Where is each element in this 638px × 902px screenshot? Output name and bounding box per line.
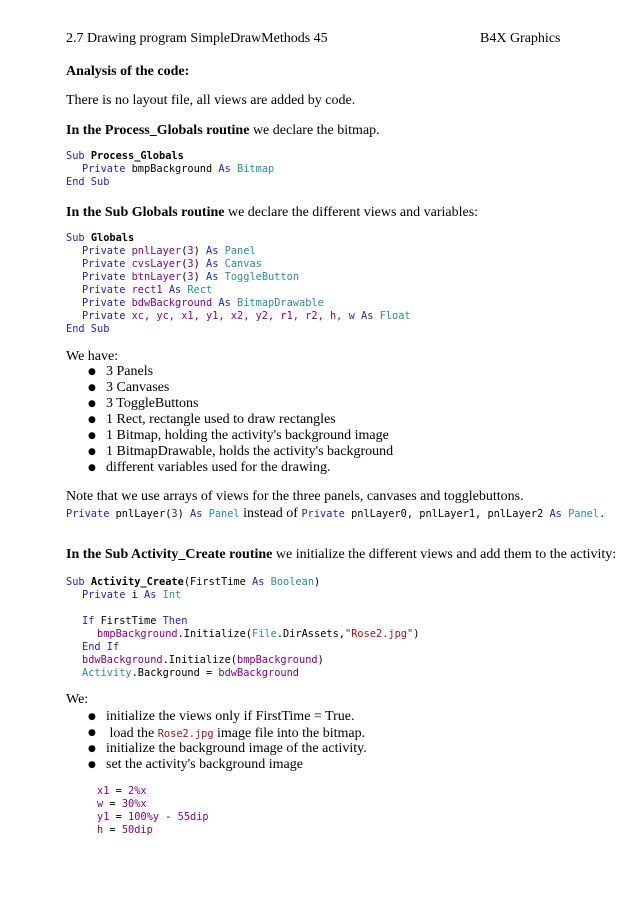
globals-rest: we declare the different views and variables: — [224, 205, 479, 220]
bullet-icon: ● — [88, 712, 96, 722]
code-keyword: As — [206, 258, 219, 270]
activity-create-bold: In the Sub Activity_Create routine — [66, 547, 273, 562]
code-number: 3 — [187, 271, 194, 283]
no-layout-text: There is no layout file, all views are added by code. — [66, 93, 356, 108]
code-variable: cvsLayer — [131, 258, 182, 270]
code-end-if: End If — [82, 641, 120, 653]
code-type: Boolean — [270, 576, 315, 588]
code-line — [97, 628, 419, 640]
code-paren: ) — [317, 654, 324, 666]
code-variable: pnlLayer — [131, 245, 182, 257]
list-item: 1 BitmapDrawable, holds the activity's background — [106, 444, 394, 459]
code-line — [82, 667, 299, 679]
code-sub-name: Activity_Create — [90, 576, 184, 588]
code-variable: bmpBackground — [237, 654, 318, 666]
code-method: .Initialize( — [162, 654, 237, 666]
code-operator: = — [103, 798, 122, 810]
activity-create-paragraph — [66, 547, 616, 563]
arrays-note: Note that we use arrays of views for the three panels, canvases and togglebuttons. — [66, 489, 524, 504]
code-variable: bdwBackground — [82, 654, 163, 666]
header-right: B4X Graphics — [480, 31, 561, 46]
code-paren: ) — [193, 271, 200, 283]
code-number: 3 — [171, 508, 178, 520]
code-operator: = — [103, 824, 122, 836]
code-line — [82, 284, 212, 296]
code-keyword: Private — [301, 508, 345, 520]
code-line — [82, 163, 274, 175]
code-type: BitmapDrawable — [237, 297, 324, 309]
code-keyword: Private — [66, 508, 110, 520]
code-value: 30%x — [121, 798, 147, 810]
list-item: initialize the views only if FirstTime = True. — [106, 709, 355, 724]
code-keyword: As — [252, 576, 265, 588]
code-keyword: As — [168, 284, 182, 296]
header-left: 2.7 Drawing program SimpleDrawMethods 45 — [66, 31, 328, 46]
code-value: 2%x — [128, 785, 147, 797]
code-type: Activity — [82, 667, 132, 679]
list-item: 3 Canvases — [106, 380, 170, 395]
code-line — [82, 615, 187, 627]
code-line — [82, 654, 324, 666]
code-keyword: Sub — [66, 150, 85, 162]
code-line — [66, 150, 184, 162]
code-string: "Rose2.jpg" — [345, 628, 414, 640]
code-line — [82, 258, 262, 270]
bullet-icon: ● — [88, 367, 96, 377]
bullet-icon: ● — [88, 399, 96, 409]
code-paren: ) — [193, 245, 200, 257]
code-keyword: Sub — [66, 232, 85, 244]
code-keyword: As — [206, 271, 219, 283]
code-variable: bmpBackground — [97, 628, 178, 640]
code-line — [97, 798, 147, 810]
code-variable: pnlLayer( — [115, 508, 172, 520]
process-globals-bold: In the Process_Globals routine — [66, 123, 250, 138]
code-string: Rose2.jpg — [157, 728, 214, 740]
code-sub-name: Globals — [90, 232, 135, 244]
code-paren: ( — [181, 258, 188, 270]
code-type: Rect — [187, 284, 213, 296]
code-line — [97, 785, 147, 797]
code-keyword: Private — [82, 589, 126, 601]
code-paren: ) — [193, 258, 200, 270]
code-variable: x1 — [97, 785, 110, 797]
code-operator: = — [109, 785, 129, 797]
bullet-icon: ● — [88, 415, 96, 425]
list-item-text: image file into the bitmap. — [213, 726, 366, 741]
globals-paragraph — [66, 205, 478, 221]
list-item: 1 Bitmap, holding the activity's background image — [106, 428, 389, 443]
code-variable: h — [97, 824, 104, 836]
code-member: .DirAssets, — [276, 628, 346, 640]
code-value: 100%y — [128, 811, 160, 823]
code-type: ToggleButton — [224, 271, 300, 283]
list-item-text: load the — [106, 726, 158, 741]
code-operator: = — [109, 811, 129, 823]
process-globals-paragraph — [66, 123, 380, 139]
code-type: File — [252, 628, 277, 640]
code-number: 3 — [187, 245, 194, 257]
code-dot: . — [599, 508, 606, 520]
code-variable: y1 — [97, 811, 110, 823]
code-paren: ) — [177, 508, 184, 520]
code-keyword: Sub — [66, 576, 85, 588]
code-keyword: Private — [82, 163, 126, 175]
code-variable: i — [131, 589, 138, 601]
bullet-icon: ● — [88, 728, 96, 738]
code-keyword: As — [549, 508, 562, 520]
code-paren: ) — [413, 628, 420, 640]
code-type: Float — [379, 310, 411, 322]
activity-create-rest: we initialize the different views and add them to the activity: — [272, 547, 617, 562]
list-item — [106, 724, 365, 742]
code-sub-name: Process_Globals — [90, 150, 184, 162]
code-end-sub: End Sub — [66, 323, 110, 335]
globals-bold: In the Sub Globals routine — [66, 205, 225, 220]
code-line — [82, 245, 256, 257]
code-keyword: Private — [82, 245, 126, 257]
code-type: Panel — [208, 508, 240, 520]
list-item: 3 ToggleButtons — [106, 396, 199, 411]
bullet-icon: ● — [88, 744, 96, 754]
code-keyword: Private — [82, 258, 126, 270]
code-keyword: Private — [82, 271, 126, 283]
code-type: Panel — [224, 245, 256, 257]
code-paren: ( — [181, 245, 188, 257]
list-item: 3 Panels — [106, 364, 154, 379]
code-line — [66, 232, 134, 244]
code-type: Canvas — [224, 258, 262, 270]
code-member: .Background = — [131, 667, 219, 679]
code-variable: xc, yc, x1, y1, x2, y2, r1, r2, h, w — [131, 310, 355, 322]
list-item: 1 Rect, rectangle used to draw rectangles — [106, 412, 336, 427]
code-number: 3 — [187, 258, 194, 270]
code-variable: btnLayer — [131, 271, 182, 283]
code-variable: rect1 — [131, 284, 163, 296]
code-keyword: Private — [82, 297, 126, 309]
code-paren: ( — [181, 271, 188, 283]
code-keyword: As — [190, 508, 203, 520]
code-type: Int — [162, 589, 182, 601]
bullet-icon: ● — [88, 431, 96, 441]
code-line — [97, 811, 209, 823]
code-variable: bmpBackground — [131, 163, 213, 175]
code-keyword: As — [206, 245, 219, 257]
code-value: 55dip — [177, 811, 209, 823]
code-line — [66, 576, 320, 588]
list-item: set the activity's background image — [106, 757, 303, 772]
arrays-line — [66, 504, 605, 522]
analysis-heading: Analysis of the code: — [66, 64, 190, 79]
code-keyword: As — [218, 297, 231, 309]
we-have-text: We have: — [66, 349, 119, 364]
code-type: Panel — [568, 508, 600, 520]
code-variable: bdwBackground — [218, 667, 299, 679]
code-type: Bitmap — [237, 163, 275, 175]
code-method: .Initialize( — [177, 628, 252, 640]
instead-of-text: instead of — [239, 506, 302, 521]
code-value: 50dip — [121, 824, 153, 836]
code-argument: (FirstTime — [183, 576, 246, 588]
bullet-icon: ● — [88, 383, 96, 393]
code-end-sub: End Sub — [66, 176, 110, 188]
code-line — [97, 824, 153, 836]
code-keyword: Private — [82, 310, 126, 322]
code-variable: pnlLayer0, pnlLayer1, pnlLayer2 — [351, 508, 544, 520]
code-variable: FirstTime — [100, 615, 157, 627]
code-keyword: As — [218, 163, 231, 175]
code-variable: w — [97, 798, 104, 810]
code-paren: ) — [314, 576, 321, 588]
bullet-icon: ● — [88, 760, 96, 770]
bullet-icon: ● — [88, 463, 96, 473]
code-keyword: As — [361, 310, 374, 322]
code-line — [82, 310, 411, 322]
process-globals-rest: we declare the bitmap. — [249, 123, 380, 138]
code-variable: bdwBackground — [131, 297, 213, 309]
code-keyword: As — [144, 589, 157, 601]
code-operator: - — [159, 811, 178, 823]
list-item: different variables used for the drawing. — [106, 460, 331, 475]
code-line — [82, 297, 324, 309]
code-keyword: Then — [162, 615, 188, 627]
list-item: initialize the background image of the activity. — [106, 741, 367, 756]
we-text: We: — [66, 692, 89, 707]
bullet-icon: ● — [88, 447, 96, 457]
code-line — [82, 271, 299, 283]
code-keyword: If — [82, 615, 95, 627]
code-line — [82, 589, 181, 601]
code-keyword: Private — [82, 284, 126, 296]
